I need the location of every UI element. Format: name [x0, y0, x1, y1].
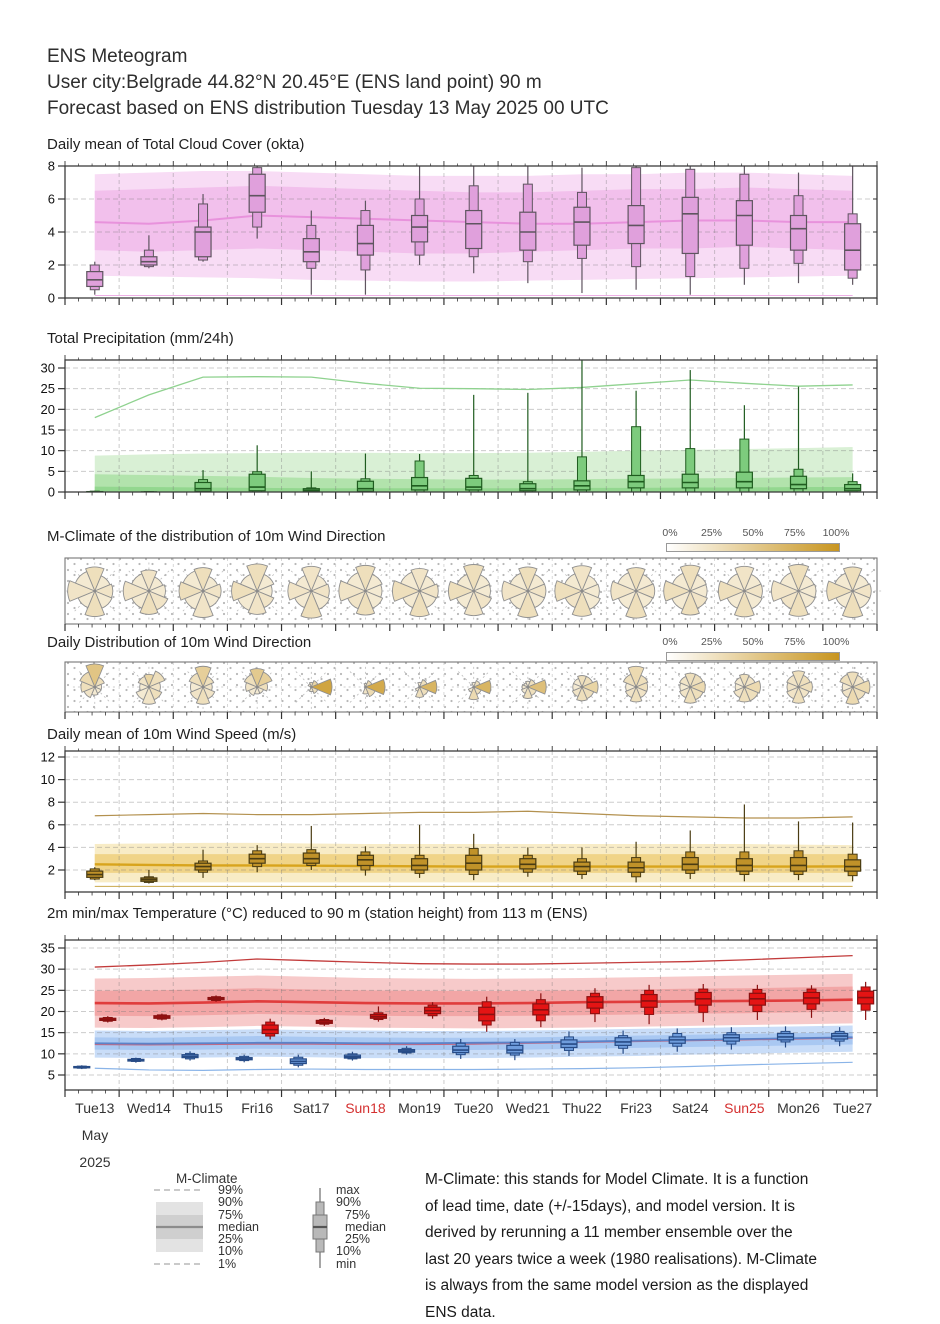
cloud-cover-chart	[0, 153, 940, 313]
svg-text:30: 30	[40, 961, 55, 977]
percent-scale-mclimate	[662, 527, 850, 553]
percent-scale-label: 75%	[783, 527, 806, 539]
legend-row: 10%	[336, 1244, 362, 1259]
svg-text:10: 10	[40, 772, 55, 788]
day-label: Fri23	[620, 1100, 653, 1116]
legend-row: 99%	[218, 1183, 244, 1197]
day-label: Wed14	[126, 1100, 171, 1116]
day-label: Sat17	[293, 1100, 330, 1116]
legend-row: 10%	[218, 1244, 244, 1259]
percent-scale-label: 25%	[700, 636, 723, 648]
percent-scale-label: 100%	[822, 636, 850, 648]
svg-text:4: 4	[47, 224, 55, 240]
wind-dir-mclimate-title: M-Climate of the distribution of 10m Wind Direction	[47, 528, 386, 545]
svg-text:15: 15	[40, 1025, 55, 1041]
wind-speed-panel-title: Daily mean of 10m Wind Speed (m/s)	[47, 726, 297, 743]
svg-text:2: 2	[47, 257, 55, 273]
legend-row: max	[336, 1183, 360, 1197]
legend-row: 75%	[218, 1207, 244, 1222]
day-label: Sun25	[724, 1100, 765, 1116]
percent-scale-label: 50%	[742, 527, 764, 539]
day-label: Fri16	[241, 1100, 274, 1116]
day-label: Mon26	[777, 1100, 820, 1116]
percent-scale-label: 50%	[742, 636, 764, 648]
percent-scale-label: 25%	[700, 527, 723, 539]
svg-text:35: 35	[40, 940, 55, 956]
mclimate-legend-rows	[218, 1184, 259, 1270]
svg-text:2: 2	[47, 862, 55, 878]
month-label: May	[81, 1127, 109, 1143]
legend-row: 25%	[345, 1232, 371, 1247]
day-label: Mon19	[398, 1100, 441, 1116]
svg-text:10: 10	[40, 1046, 55, 1062]
percent-scale-daily	[662, 636, 850, 662]
percent-scale-label: 0%	[662, 527, 678, 539]
page-title: ENS Meteogram	[47, 46, 188, 67]
temperature-chart	[0, 930, 940, 1102]
svg-text:15: 15	[40, 422, 55, 438]
percent-scale-label: 100%	[822, 527, 850, 539]
percent-scale-labels	[662, 636, 850, 649]
day-label: Tue27	[833, 1100, 873, 1116]
legend-row: 25%	[218, 1232, 244, 1247]
svg-text:30: 30	[40, 360, 55, 376]
percent-scale-label: 75%	[783, 636, 806, 648]
forecast-base-line: Forecast based on ENS distribution Tuesday 13 May 2025 00 UTC	[47, 98, 609, 119]
temperature-panel-title: 2m min/max Temperature (°C) reduced to 90 m (station height) from 113 m (ENS)	[47, 905, 588, 922]
mclimate-band-glyph	[150, 1182, 210, 1274]
svg-text:10: 10	[40, 443, 55, 459]
svg-text:0: 0	[47, 290, 55, 306]
percent-scale-label: 0%	[662, 636, 678, 648]
day-label: Tue20	[454, 1100, 494, 1116]
ens-legend-rows	[336, 1184, 386, 1270]
day-label: Tue13	[75, 1100, 115, 1116]
svg-text:25: 25	[40, 982, 55, 998]
svg-text:20: 20	[40, 401, 55, 417]
year-label: 2025	[79, 1154, 111, 1170]
precipitation-chart	[0, 352, 940, 502]
svg-text:6: 6	[47, 817, 55, 833]
svg-text:5: 5	[47, 463, 55, 479]
svg-text:12: 12	[40, 749, 55, 765]
x-axis-labels	[0, 1100, 940, 1118]
day-label: Sun18	[345, 1100, 386, 1116]
svg-text:20: 20	[40, 1004, 55, 1019]
wind-direction-daily-chart	[0, 660, 940, 722]
svg-text:5: 5	[47, 1067, 55, 1083]
wind-direction-mclimate-chart	[0, 556, 940, 634]
mclimate-legend-title: M-Climate	[176, 1171, 238, 1186]
day-label: Wed21	[505, 1100, 550, 1116]
legend-row: 90%	[218, 1195, 244, 1210]
legend-row: min	[336, 1256, 357, 1271]
percent-gradient-bar	[666, 543, 840, 552]
legend-row: 1%	[218, 1256, 237, 1271]
location-line: User city:Belgrade 44.82°N 20.45°E (ENS land point) 90 m	[47, 72, 542, 93]
svg-text:0: 0	[47, 484, 55, 500]
svg-text:25: 25	[40, 381, 55, 397]
cloud-panel-title: Daily mean of Total Cloud Cover (okta)	[47, 136, 305, 153]
legend-note: M-Climate: this stands for Model Climate. It is a function of lead time, date (+/-15days), and model version. It is derived by rerunning a 11 member ensemble over the last 20 years twice a week (1980 realisations). M-Climate is always from the same model version as the displayed ENS data.	[425, 1171, 817, 1321]
svg-text:4: 4	[47, 839, 55, 855]
legend-row: median	[345, 1219, 386, 1234]
day-label: Sat24	[671, 1100, 709, 1116]
legend-row: median	[218, 1219, 259, 1234]
legend-row: 90%	[336, 1195, 362, 1210]
precip-panel-title: Total Precipitation (mm/24h)	[47, 330, 234, 347]
percent-scale-labels	[662, 527, 850, 540]
svg-text:8: 8	[47, 158, 55, 174]
ens-box-glyph	[306, 1182, 334, 1274]
day-label: Thu22	[562, 1100, 602, 1116]
svg-text:6: 6	[47, 191, 55, 207]
legend-row: 75%	[345, 1207, 371, 1222]
svg-text:8: 8	[47, 794, 55, 810]
day-label: Thu15	[183, 1100, 223, 1116]
wind-speed-chart	[0, 745, 940, 903]
wind-dir-daily-title: Daily Distribution of 10m Wind Direction	[47, 634, 312, 651]
